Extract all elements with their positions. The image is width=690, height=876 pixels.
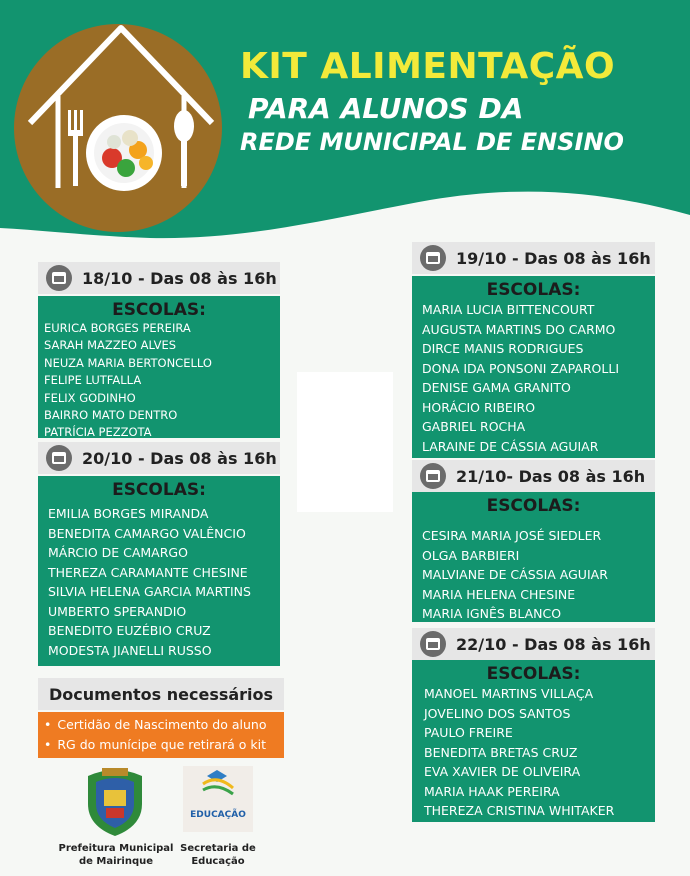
date-header-22-10 xyxy=(412,628,655,660)
educacao-logo xyxy=(183,766,253,832)
prefeitura-label xyxy=(56,842,176,868)
school-item: BENEDITA CAMARGO VALÊNCIO xyxy=(48,525,246,541)
calendar-icon xyxy=(420,463,446,489)
prefeitura-line1: Prefeitura Municipal xyxy=(58,843,174,854)
school-item: BENEDITO EUZÉBIO CRUZ xyxy=(48,623,211,638)
schools-heading: ESCOLAS: xyxy=(112,300,206,320)
school-item: DIRCE MANIS RODRIGUES xyxy=(422,341,584,356)
schools-heading: ESCOLAS: xyxy=(486,496,581,516)
school-item: DONA IDA PONSONI ZAPAROLLI xyxy=(422,360,620,376)
school-item: FELIX GODINHO xyxy=(44,390,136,405)
school-item: DENISE GAMA GRANITO xyxy=(422,380,571,395)
date-label: 18/10 - Das 08 às 16h xyxy=(82,268,277,288)
prefeitura-line2: de Mairinque xyxy=(78,856,154,867)
school-item: LARAINE DE CÁSSIA AGUIAR xyxy=(422,438,599,454)
school-item: MÁRCIO DE CAMARGO xyxy=(48,545,188,560)
school-item: PAULO FREIRE xyxy=(424,725,513,740)
school-item: AUGUSTA MARTINS DO CARMO xyxy=(422,321,616,337)
title-kit-alimentacao: KIT ALIMENTAÇÃO xyxy=(240,46,616,87)
school-item: EURICA BORGES PEREIRA xyxy=(44,321,191,335)
date-header-21-10 xyxy=(412,460,655,492)
calendar-icon xyxy=(420,245,446,271)
school-item: MARIA IGNÊS BLANCO xyxy=(422,606,562,621)
fork-icon xyxy=(68,110,83,186)
school-item: SARAH MAZZEO ALVES xyxy=(44,338,177,353)
school-item: OLGA BARBIERI xyxy=(422,547,520,563)
document-item: • RG do munícipe que retirará o kit xyxy=(44,735,278,755)
school-item: THEREZA CARAMANTE CHESINE xyxy=(48,564,248,580)
school-item: SILVIA HELENA GARCIA MARTINS xyxy=(48,584,251,599)
school-item: BENEDITA BRETAS CRUZ xyxy=(424,744,578,760)
house-plate-icon xyxy=(14,18,228,232)
school-item: JOVELINO DOS SANTOS xyxy=(424,705,571,721)
school-item: MALVIANE DE CÁSSIA AGUIAR xyxy=(422,567,608,582)
spoon-icon xyxy=(174,110,194,186)
secretaria-line2: Educação xyxy=(191,856,245,867)
date-header-18-10 xyxy=(38,262,280,294)
school-item: PATRÍCIA PEZZOTA xyxy=(44,425,152,440)
documents-title: Documentos necessários xyxy=(38,678,284,710)
document-item: • Certidão de Nascimento do aluno xyxy=(44,715,278,735)
school-item: EVA XAVIER DE OLIVEIRA xyxy=(424,764,581,779)
blank-panel xyxy=(297,372,393,512)
calendar-icon xyxy=(46,265,72,291)
documents-list xyxy=(38,712,284,758)
school-item: GABRIEL ROCHA xyxy=(422,419,526,434)
schools-heading: ESCOLAS: xyxy=(486,664,581,684)
date-label: 20/10 - Das 08 às 16h xyxy=(82,448,277,468)
schools-heading: ESCOLAS: xyxy=(112,480,206,500)
school-item: MARIA HAAK PEREIRA xyxy=(424,783,560,799)
school-item: MANOEL MARTINS VILLAÇA xyxy=(424,686,594,701)
school-item: NEUZA MARIA BERTONCELLO xyxy=(44,355,212,370)
school-item: HORÁCIO RIBEIRO xyxy=(422,399,536,415)
school-item: UMBERTO SPERANDIO xyxy=(48,603,187,619)
date-header-20-10 xyxy=(38,442,280,474)
school-item: EMILIA BORGES MIRANDA xyxy=(48,506,209,521)
date-label: 22/10 - Das 08 às 16h xyxy=(456,634,651,654)
school-item: FELIPE LUTFALLA xyxy=(44,373,142,388)
schools-box-21-10 xyxy=(412,492,655,622)
schools-box-20-10 xyxy=(38,476,280,666)
school-item: CESIRA MARIA JOSÉ SIEDLER xyxy=(422,528,602,543)
date-header-19-10 xyxy=(412,242,655,274)
mairinque-coat-of-arms-icon xyxy=(82,764,148,838)
educacao-logo-icon xyxy=(183,766,253,806)
school-item: MARIA HELENA CHESINE xyxy=(422,586,576,602)
schools-box-22-10 xyxy=(412,660,655,822)
schools-box-19-10 xyxy=(412,276,655,458)
school-item: MARIA LUCIA BITTENCOURT xyxy=(422,302,595,317)
secretaria-line1: Secretaria de xyxy=(180,843,256,854)
calendar-icon xyxy=(46,445,72,471)
subtitle-para-alunos: PARA ALUNOS DA xyxy=(248,92,524,125)
schools-box-18-10 xyxy=(38,296,280,438)
calendar-icon xyxy=(420,631,446,657)
schools-heading: ESCOLAS: xyxy=(486,280,581,300)
school-item: MODESTA JIANELLI RUSSO xyxy=(48,642,212,658)
subtitle-rede-municipal: REDE MUNICIPAL DE ENSINO xyxy=(240,128,624,156)
date-label: 19/10 - Das 08 às 16h xyxy=(456,248,651,268)
school-item: BAIRRO MATO DENTRO xyxy=(44,408,178,423)
educacao-logo-word: EDUCAÇÃO xyxy=(190,810,246,820)
school-item: THEREZA CRISTINA WHITAKER xyxy=(424,803,615,818)
secretaria-label xyxy=(172,842,264,868)
date-label: 21/10- Das 08 às 16h xyxy=(456,466,646,486)
